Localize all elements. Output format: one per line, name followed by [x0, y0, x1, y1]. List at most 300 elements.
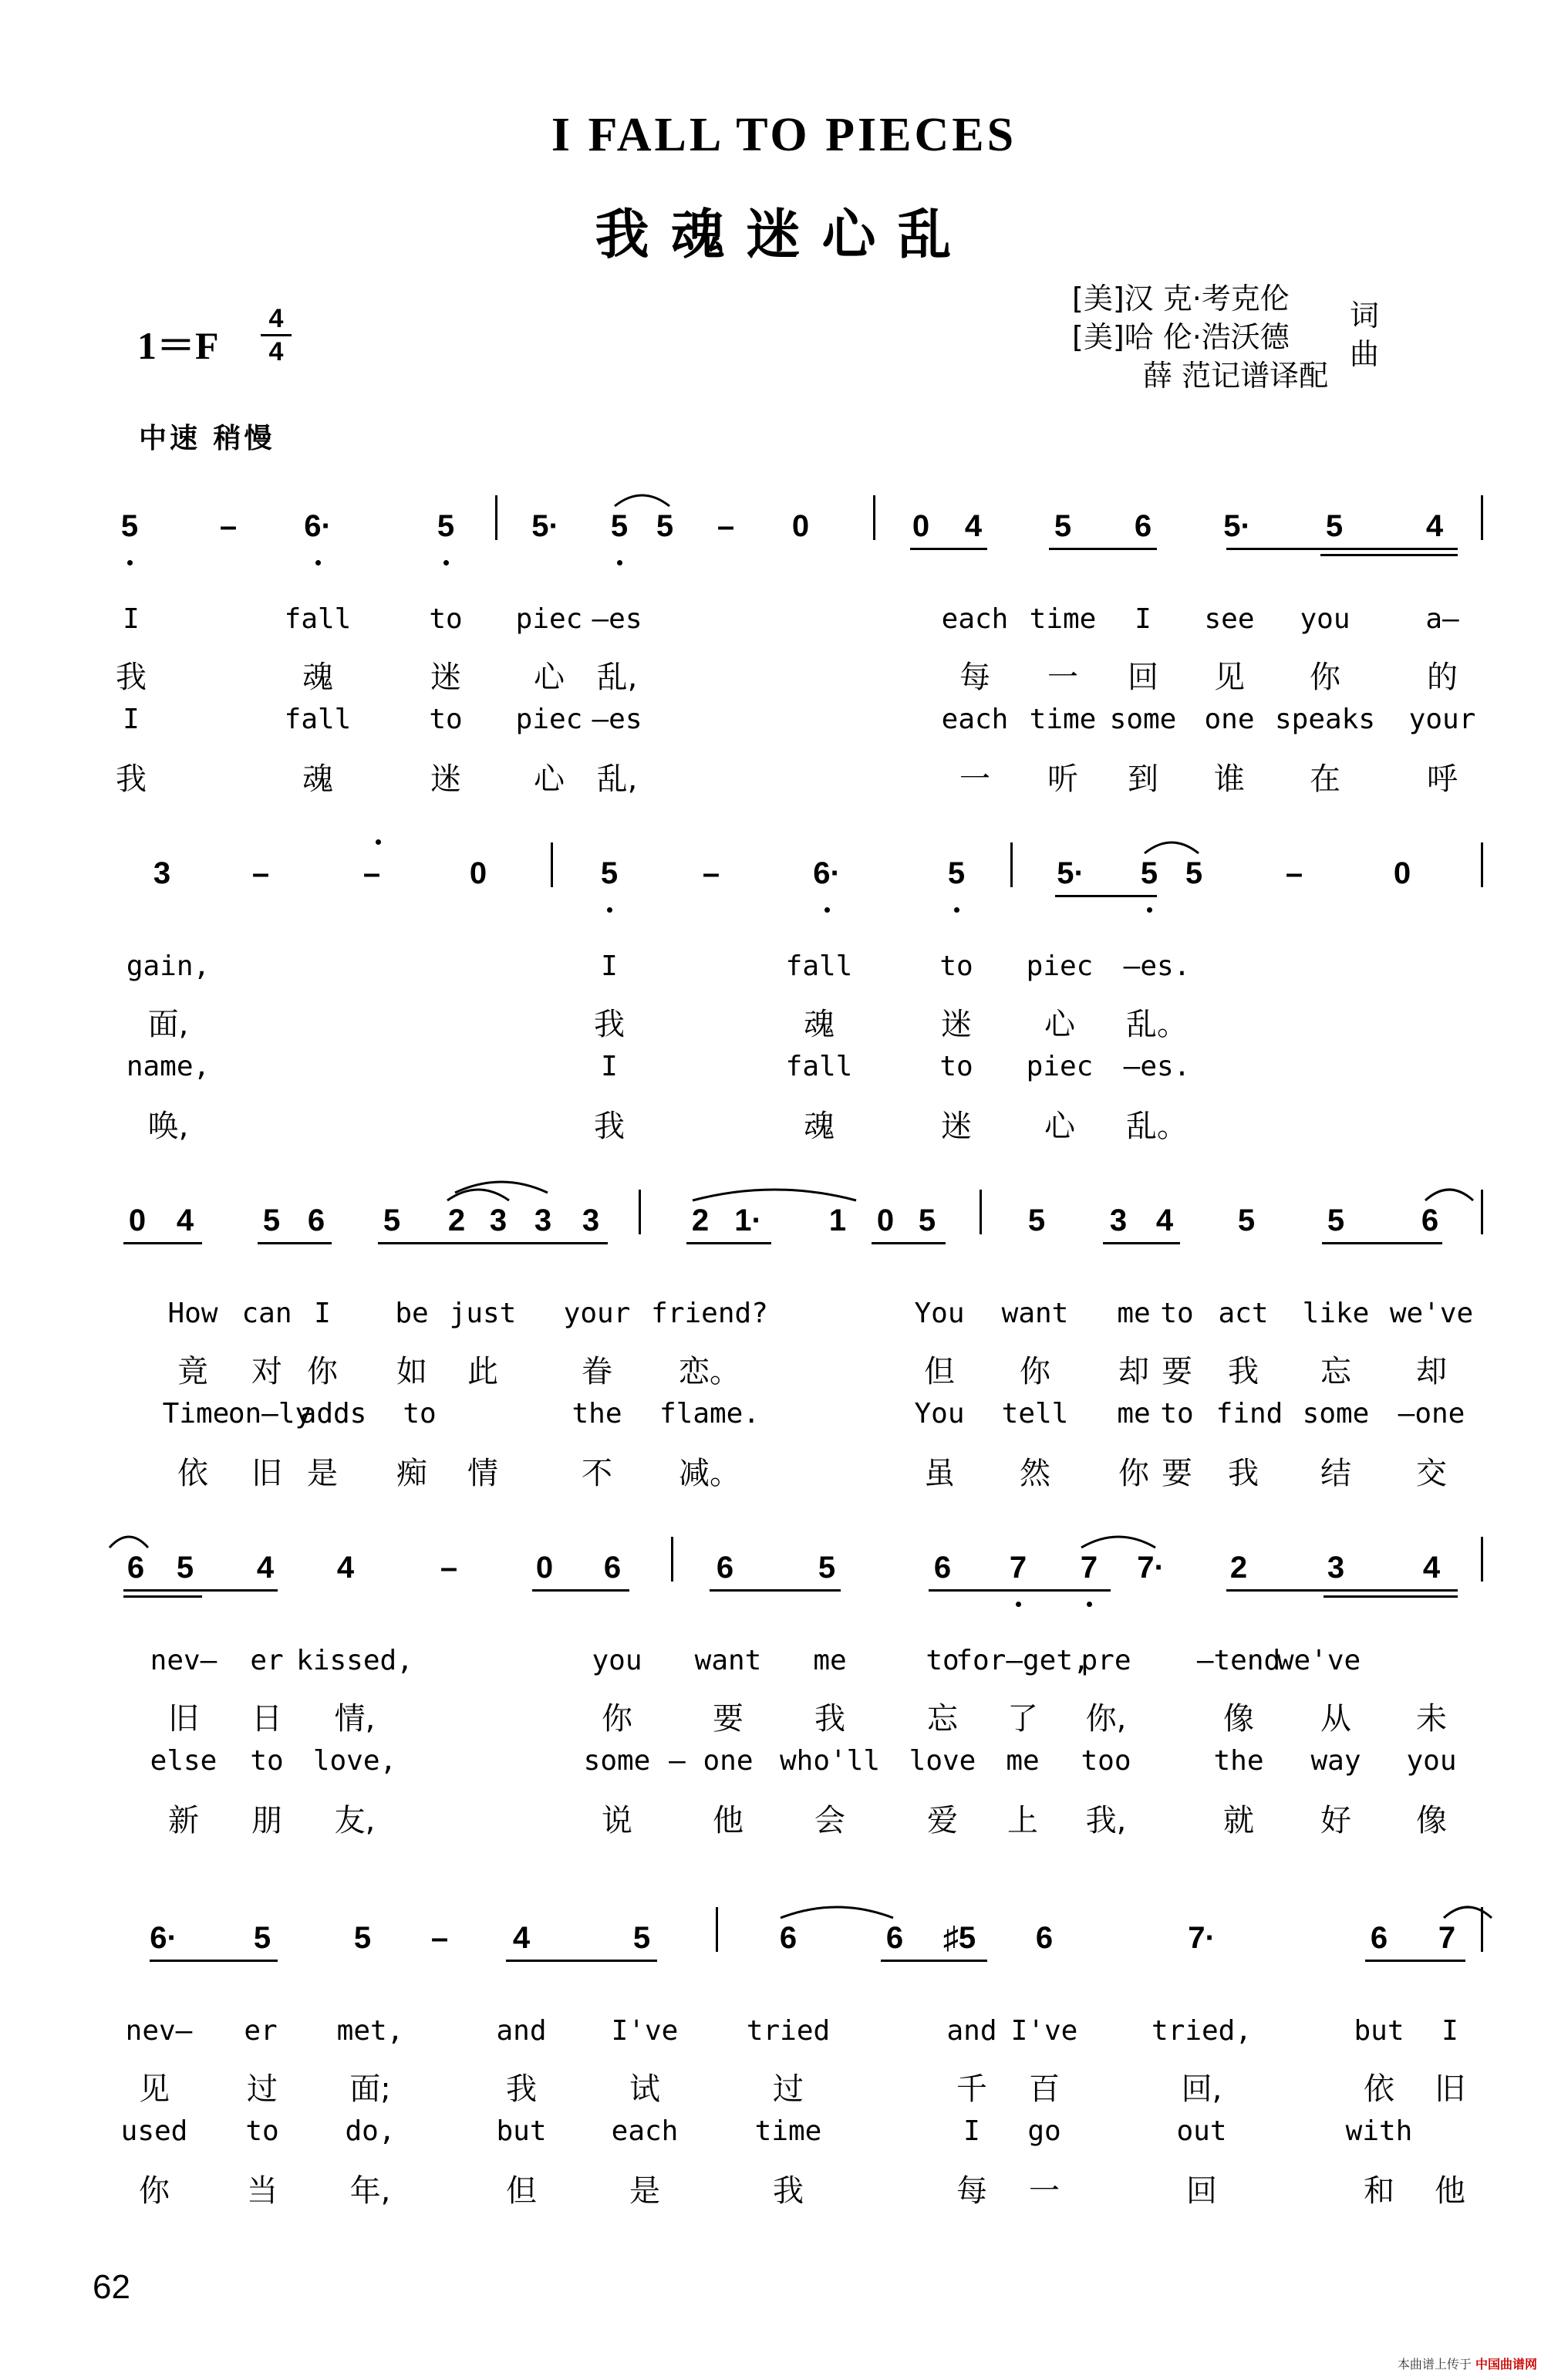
note: 6	[307, 1204, 325, 1237]
lyric-english: some	[1302, 1398, 1370, 1430]
lyric-chinese: 到	[1128, 761, 1158, 797]
lyric-english: I	[601, 1051, 618, 1082]
credit-composer-1: [美]汉 克·考克伦	[1072, 282, 1290, 316]
note: 5	[1027, 1204, 1046, 1237]
lyric-chinese: 一	[1029, 2173, 1060, 2209]
octave-lower-dot	[954, 907, 959, 913]
lyric-chinese: 忘	[927, 1701, 958, 1737]
note: 2	[691, 1204, 710, 1237]
note: 5	[1185, 856, 1203, 890]
lyric-english: –es	[592, 603, 642, 635]
lyric-chinese: 年,	[349, 2173, 391, 2209]
lyric-chinese: 交	[1416, 1456, 1447, 1491]
octave-lower-dot	[1087, 1602, 1092, 1607]
lyric-chinese: 但	[924, 1354, 955, 1389]
lyric-chinese: 日	[251, 1701, 282, 1737]
note: 6	[1370, 1921, 1388, 1955]
lyric-english: I	[963, 2115, 980, 2147]
lyric-english: just	[449, 1298, 517, 1329]
lyric-chinese: 他	[1435, 2173, 1465, 2209]
slur	[779, 1901, 895, 1919]
octave-lower-dot	[127, 560, 133, 565]
beam-underline	[1103, 1242, 1180, 1244]
note: 3	[153, 856, 171, 890]
lyric-english: I	[314, 1298, 331, 1329]
lyric-chinese: 乱,	[596, 660, 638, 695]
lyric-chinese: 魂	[302, 761, 333, 797]
note: 6	[933, 1551, 952, 1585]
note: 6	[126, 1551, 145, 1585]
note: 5	[262, 1204, 281, 1237]
note: 5	[1140, 856, 1158, 890]
lyric-chinese: 谁	[1214, 761, 1245, 797]
lyric-chinese: 减。	[679, 1456, 740, 1491]
lyric-chinese: 你	[1310, 660, 1340, 695]
lyric-chinese: 不	[582, 1456, 612, 1491]
note: 3	[489, 1204, 507, 1237]
lyric-english: love	[909, 1745, 976, 1777]
note: 5	[947, 856, 966, 890]
lyric-english: gain,	[126, 950, 211, 982]
lyric-english: to	[1160, 1298, 1194, 1329]
lyric-chinese: 友,	[334, 1803, 376, 1838]
credit-arranger: 薛 范记谱译配	[1143, 359, 1329, 393]
note: 5	[353, 1921, 372, 1955]
barline	[716, 1907, 718, 1952]
lyric-english: used	[120, 2115, 188, 2147]
octave-lower-dot	[607, 907, 612, 913]
lyric-chinese: 旧	[1435, 2071, 1465, 2107]
lyric-english: love,	[312, 1745, 397, 1777]
lyric-english: we've	[1389, 1298, 1474, 1329]
lyric-chinese: 乱。	[1126, 1109, 1188, 1144]
lyric-chinese: 好	[1320, 1803, 1351, 1838]
lyric-english: Time	[162, 1398, 230, 1430]
note: 5	[176, 1551, 194, 1585]
lyric-chinese: 见	[139, 2071, 170, 2107]
lyric-chinese: 见	[1214, 660, 1245, 695]
lyric-english: me	[1006, 1745, 1040, 1777]
footer-text: 本曲谱上传于	[1397, 2357, 1472, 2372]
time-signature-bottom: 4	[268, 337, 284, 366]
tempo-marking: 中速 稍慢	[139, 423, 275, 454]
lyric-english: nev–	[125, 2015, 193, 2047]
lyric-chinese: 他	[713, 1803, 744, 1838]
lyric-english: to	[250, 1745, 284, 1777]
lyric-chinese: 未	[1416, 1701, 1447, 1737]
lyric-english: to	[245, 2115, 279, 2147]
lyric-english: fall	[785, 950, 853, 982]
lyric-english: –es	[592, 704, 642, 735]
note: 3	[582, 1204, 600, 1237]
lyric-chinese: 千	[956, 2071, 987, 2107]
octave-lower-dot	[617, 560, 622, 565]
lyric-english: each	[941, 603, 1009, 635]
note: 3	[534, 1204, 552, 1237]
lyric-chinese: 要	[1162, 1456, 1192, 1491]
note: 6·	[304, 509, 332, 543]
lyric-chinese: 的	[1427, 660, 1458, 695]
lyric-english: me	[1117, 1398, 1151, 1430]
lyric-english: to	[429, 603, 463, 635]
note: 4	[1155, 1204, 1174, 1237]
lyric-english: nev–	[150, 1645, 217, 1676]
lyric-english: each	[611, 2115, 679, 2147]
beam-underline	[1324, 1595, 1458, 1598]
lyric-english: to	[403, 1398, 437, 1430]
note: 5	[437, 509, 455, 543]
barline	[1481, 1537, 1483, 1582]
lyric-english: piec	[515, 704, 583, 735]
note: 4	[964, 509, 983, 543]
lyric-chinese: 像	[1223, 1701, 1254, 1737]
note: 5	[253, 1921, 271, 1955]
key-signature: 1＝F	[137, 324, 219, 367]
lyric-chinese: 痴	[396, 1456, 427, 1491]
lyric-chinese: 依	[1364, 2071, 1394, 2107]
lyric-english: one	[703, 1745, 754, 1777]
time-signature-divider	[261, 334, 292, 336]
lyric-english: you	[592, 1645, 642, 1676]
lyric-english: I	[123, 704, 140, 735]
lyric-english: the	[572, 1398, 622, 1430]
note: 1·	[734, 1204, 762, 1237]
note: 4	[176, 1204, 194, 1237]
note: 5	[1325, 509, 1344, 543]
lyric-english: but	[496, 2115, 547, 2147]
beam-underline	[686, 1242, 771, 1244]
lyric-english: –	[669, 1745, 686, 1777]
note: 0	[912, 509, 930, 543]
lyric-chinese: 说	[602, 1803, 632, 1838]
lyric-english: for–get,	[956, 1645, 1090, 1676]
lyric-chinese: 是	[629, 2173, 660, 2209]
lyric-chinese: 魂	[804, 1007, 835, 1042]
octave-lower-dot	[1016, 1602, 1021, 1607]
page-number: 62	[93, 2268, 130, 2306]
lyric-english: go	[1027, 2115, 1061, 2147]
lyric-chinese: 我	[594, 1109, 625, 1144]
lyric-chinese: 却	[1118, 1354, 1149, 1389]
lyric-chinese: 虽	[924, 1456, 955, 1491]
beam-underline	[150, 1960, 278, 1962]
footer	[1398, 2355, 1537, 2372]
lyric-chinese: 我	[1228, 1354, 1259, 1389]
lyric-chinese: 迷	[430, 761, 461, 797]
lyric-english: friend?	[651, 1298, 768, 1329]
note: –	[702, 856, 720, 890]
lyric-english: –one	[1398, 1398, 1465, 1430]
lyric-english: I've	[1010, 2015, 1078, 2047]
lyric-chinese: 旧	[251, 1456, 282, 1491]
beam-underline	[1322, 1242, 1442, 1244]
lyric-english: time	[1029, 704, 1097, 735]
lyric-chinese: 了	[1007, 1701, 1038, 1737]
beam-underline	[1055, 895, 1157, 897]
lyric-english: adds	[299, 1398, 367, 1430]
lyric-chinese: 迷	[430, 660, 461, 695]
lyric-chinese: 旧	[168, 1701, 199, 1737]
note: 6	[1134, 509, 1152, 543]
barline	[980, 1190, 982, 1234]
note: 0	[1393, 856, 1411, 890]
lyric-chinese: 面;	[349, 2071, 391, 2107]
lyric-english: a–	[1425, 603, 1459, 635]
lyric-english: act	[1218, 1298, 1269, 1329]
barline	[1481, 1190, 1483, 1234]
lyric-english: pre	[1081, 1645, 1131, 1676]
lyric-english: You	[914, 1298, 965, 1329]
lyric-chinese: 会	[814, 1803, 845, 1838]
lyric-english: –tend	[1196, 1645, 1281, 1676]
lyric-chinese: 当	[247, 2173, 278, 2209]
lyric-english: to	[939, 1051, 973, 1082]
lyric-english: kissed,	[296, 1645, 413, 1676]
lyric-english: be	[395, 1298, 429, 1329]
lyric-chinese: 一	[1047, 660, 1078, 695]
lyric-chinese: 听	[1047, 761, 1078, 797]
slur	[613, 489, 671, 508]
lyric-english: you	[1300, 603, 1351, 635]
lyric-english: name,	[126, 1051, 211, 1082]
note: 6	[1421, 1204, 1439, 1237]
lyric-chinese: 心	[1044, 1007, 1075, 1042]
note: –	[251, 856, 270, 890]
note: 0	[791, 509, 810, 543]
beam-underline	[123, 1589, 278, 1592]
beam-underline	[1226, 548, 1458, 550]
lyric-english: and	[946, 2015, 997, 2047]
beam-underline	[532, 1589, 629, 1592]
lyric-chinese: 上	[1007, 1803, 1038, 1838]
time-signature-top: 4	[268, 304, 284, 333]
lyric-english: fall	[785, 1051, 853, 1082]
lyric-chinese: 过	[773, 2071, 804, 2107]
beam-underline	[872, 1242, 946, 1244]
note: 6	[779, 1921, 797, 1955]
lyric-english: want	[1001, 1298, 1069, 1329]
lyric-english: er	[250, 1645, 284, 1676]
lyric-english: too	[1081, 1745, 1131, 1777]
lyric-english: –es.	[1123, 1051, 1191, 1082]
lyric-chinese: 魂	[804, 1109, 835, 1144]
lyric-english: to	[939, 950, 973, 982]
lyric-english: fall	[284, 704, 352, 735]
note: 0	[469, 856, 487, 890]
note: 5	[383, 1204, 401, 1237]
lyric-english: fall	[284, 603, 352, 635]
beam-underline	[1226, 1589, 1458, 1592]
lyric-english: way	[1310, 1745, 1361, 1777]
note: 6	[1035, 1921, 1054, 1955]
lyric-english: speaks	[1274, 704, 1376, 735]
note: –	[440, 1551, 458, 1585]
lyric-english: I've	[611, 2015, 679, 2047]
note: 3	[1327, 1551, 1345, 1585]
note: 5	[1054, 509, 1072, 543]
note: 5	[1327, 1204, 1345, 1237]
lyric-english: each	[941, 704, 1009, 735]
lyric-chinese: 和	[1364, 2173, 1394, 2209]
lyric-english: but	[1354, 2015, 1404, 2047]
lyric-english: –es.	[1123, 950, 1191, 982]
note: 2	[447, 1204, 466, 1237]
lyric-chinese: 你	[1020, 1354, 1050, 1389]
title-english: I FALL TO PIECES	[551, 109, 1017, 161]
note: ♯5	[942, 1921, 976, 1955]
lyric-chinese: 此	[467, 1354, 498, 1389]
lyric-english: I	[601, 950, 618, 982]
lyric-chinese: 心	[534, 761, 565, 797]
note: 5	[656, 509, 674, 543]
beam-underline	[258, 1242, 332, 1244]
lyric-chinese: 爱	[927, 1803, 958, 1838]
lyric-chinese: 眷	[582, 1354, 612, 1389]
lyric-chinese: 面,	[147, 1007, 189, 1042]
note: –	[219, 509, 238, 543]
barline	[1010, 842, 1013, 887]
lyric-chinese: 回	[1128, 660, 1158, 695]
lyric-chinese: 迷	[941, 1007, 972, 1042]
lyric-english: flame.	[659, 1398, 760, 1430]
lyric-chinese: 乱。	[1126, 1007, 1188, 1042]
lyric-chinese: 朋	[251, 1803, 282, 1838]
lyric-english: tell	[1001, 1398, 1069, 1430]
lyric-chinese: 唤,	[147, 1109, 189, 1144]
lyric-english: else	[150, 1745, 217, 1777]
lyric-chinese: 乱,	[596, 761, 638, 797]
credit-composer-2: [美]哈 伦·浩沃德	[1072, 320, 1290, 354]
lyric-chinese: 我	[506, 2071, 537, 2107]
beam-underline	[1419, 554, 1458, 556]
lyric-chinese: 然	[1020, 1456, 1050, 1491]
note: 7·	[1188, 1921, 1216, 1955]
note: 4	[1425, 509, 1444, 543]
lyric-english: can	[241, 1298, 292, 1329]
lyric-chinese: 一	[959, 761, 990, 797]
lyric-english: I	[1442, 2015, 1458, 2047]
lyric-chinese: 你	[1118, 1456, 1149, 1491]
lyric-chinese: 情	[467, 1456, 498, 1491]
lyric-english: some	[583, 1745, 651, 1777]
note: 7	[1080, 1551, 1098, 1585]
lyric-chinese: 结	[1320, 1456, 1351, 1491]
lyric-chinese: 是	[307, 1456, 338, 1491]
slur	[1424, 1183, 1475, 1202]
lyric-chinese: 竟	[177, 1354, 208, 1389]
lyric-english: and	[496, 2015, 547, 2047]
credits	[1072, 279, 1380, 395]
lyric-chinese: 从	[1320, 1701, 1351, 1737]
slur	[1442, 1901, 1493, 1919]
note: 4	[1422, 1551, 1441, 1585]
lyric-chinese: 在	[1310, 761, 1340, 797]
lyric-english: met,	[336, 2015, 404, 2047]
lyric-english: we've	[1276, 1645, 1361, 1676]
slur	[108, 1531, 150, 1549]
slur	[691, 1183, 858, 1202]
lyric-english: piec	[1026, 950, 1094, 982]
lyric-chinese: 忘	[1320, 1354, 1351, 1389]
beam-underline	[378, 1242, 608, 1244]
lyric-chinese: 情,	[334, 1701, 376, 1737]
barline	[551, 842, 553, 887]
note: 0	[535, 1551, 554, 1585]
note: 0	[876, 1204, 895, 1237]
lyric-english: I	[1135, 603, 1152, 635]
octave-lower-dot	[315, 560, 321, 565]
lyric-chinese: 心	[534, 660, 565, 695]
lyric-english: on–ly	[228, 1398, 312, 1430]
octave-lower-dot	[1147, 907, 1152, 913]
lyric-chinese: 我	[116, 761, 147, 797]
note: –	[362, 856, 381, 890]
note: 5	[610, 509, 629, 543]
lyric-chinese: 你	[602, 1701, 632, 1737]
note: 1	[828, 1204, 847, 1237]
lyric-chinese: 我	[116, 660, 147, 695]
note: 7·	[1137, 1551, 1165, 1585]
lyric-chinese: 要	[1162, 1354, 1192, 1389]
lyric-english: to	[1160, 1398, 1194, 1430]
lyric-english: find	[1216, 1398, 1283, 1430]
note: 5	[600, 856, 619, 890]
lyric-english: time	[1029, 603, 1097, 635]
lyric-chinese: 我	[594, 1007, 625, 1042]
note: 5	[120, 509, 139, 543]
note: 5	[918, 1204, 936, 1237]
beam-underline	[929, 1589, 1111, 1592]
note: 5·	[1223, 509, 1251, 543]
note: 5·	[1057, 856, 1084, 890]
title-chinese: 我魂迷心乱	[595, 203, 973, 266]
beam-underline	[1365, 1960, 1465, 1962]
lyric-chinese: 魂	[302, 660, 333, 695]
note: 5	[632, 1921, 651, 1955]
note: 7	[1438, 1921, 1456, 1955]
note: 0	[128, 1204, 147, 1237]
lyric-chinese: 试	[629, 2071, 660, 2107]
lyric-english: your	[563, 1298, 631, 1329]
barline	[1481, 495, 1483, 540]
note: 4	[512, 1921, 531, 1955]
lyric-chinese: 我	[773, 2173, 804, 2209]
lyric-english: to	[926, 1645, 959, 1676]
note: –	[717, 509, 735, 543]
lyric-english: your	[1408, 704, 1476, 735]
note: 4	[336, 1551, 355, 1585]
lyric-chinese: 我	[814, 1701, 845, 1737]
lyric-english: tried,	[1151, 2015, 1253, 2047]
lyric-english: one	[1204, 704, 1255, 735]
slur	[454, 1176, 549, 1194]
lyric-english: time	[754, 2115, 822, 2147]
lyric-english: see	[1204, 603, 1255, 635]
octave-upper-dot	[376, 839, 381, 845]
note: 6	[603, 1551, 622, 1585]
note: –	[430, 1921, 449, 1955]
beam-underline	[123, 1242, 202, 1244]
lyric-english: tried	[746, 2015, 831, 2047]
note: 6	[716, 1551, 734, 1585]
beam-underline	[710, 1589, 841, 1592]
lyric-chinese: 你	[307, 1354, 338, 1389]
lyric-chinese: 但	[506, 2173, 537, 2209]
lyric-english: some	[1109, 704, 1177, 735]
lyric-chinese: 回,	[1181, 2071, 1222, 2107]
note: –	[1285, 856, 1303, 890]
lyric-chinese: 我	[1228, 1456, 1259, 1491]
